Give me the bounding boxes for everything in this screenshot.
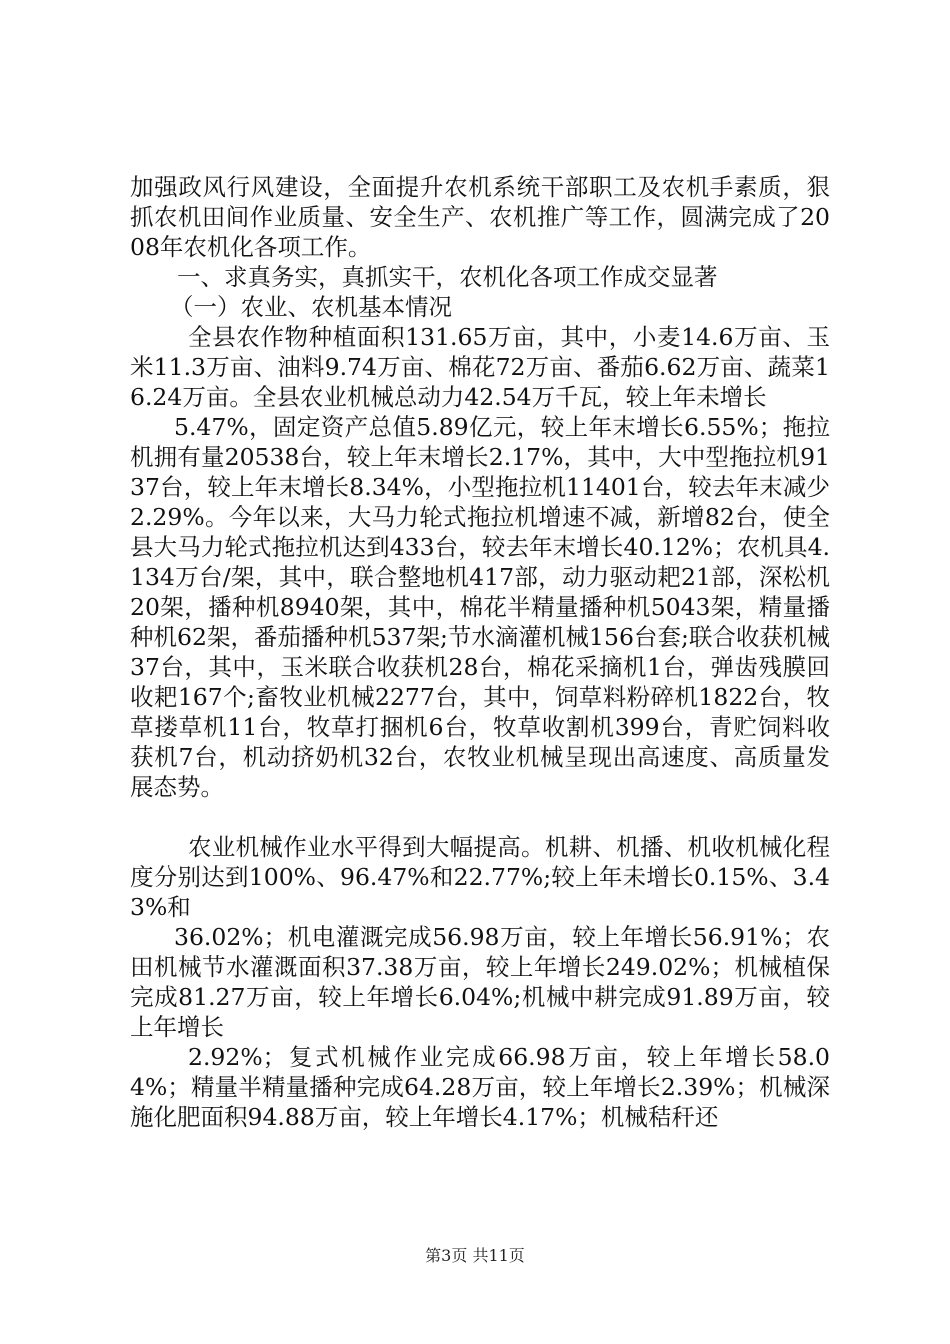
paragraph-gap <box>130 802 830 832</box>
paragraph-operations: 农业机械作业水平得到大幅提高。机耕、机播、机收机械化程度分别达到100%、96.47%和22.77%;较上年未增长0.15%、3.43%和 <box>130 833 830 921</box>
paragraph-irrigation: 36.02%；机电灌溉完成56.98万亩，较上年增长56.91%；农田机械节水灌溉面积37.38万亩，较上年增长249.02%；机械植保完成81.27万亩，较上年增长6.04%;机械中耕完成91.89万亩，较上年增长 <box>130 923 830 1041</box>
document-body <box>130 172 830 1132</box>
paragraph-machinery: 5.47%，固定资产总值5.89亿元，较上年末增长6.55%；拖拉机拥有量20538台，较上年末增长2.17%，其中，大中型拖拉机9137台，较上年末增长8.34%，小型拖拉机11401台，较去年末减少2.29%。今年以来，大马力轮式拖拉机增速不减，新增82台，使全县大马力轮式拖拉机达到433台，较去年末增长40.12%；农机具4.134万台/架，其中，联合整地机417部，动力驱动耙21部，深松机20架，播种机8940架，其中，棉花半精量播种机5043架，精量播种机62架，番茄播种机537架;节水滴灌机械156台套;联合收获机械37台，其中，玉米联合收获机28台，棉花采摘机1台，弹齿残膜回收耙167个;畜牧业机械2277台，其中，饲草料粉碎机1822台，牧草搂草机11台，牧草打捆机6台，牧草收割机399台，青贮饲料收获机7台，机动挤奶机32台，农牧业机械呈现出高速度、高质量发展态势。 <box>130 413 830 801</box>
page-number: 第3页 共11页 <box>425 1246 525 1265</box>
paragraph-crops: 全县农作物种植面积131.65万亩，其中，小麦14.6万亩、玉米11.3万亩、油料9.74万亩、棉花72万亩、番茄6.62万亩、蔬菜16.24万亩。全县农业机械总动力42.54万千瓦，较上年未增长 <box>130 323 830 411</box>
paragraph-compound: 2.92%；复式机械作业完成66.98万亩，较上年增长58.04%；精量半精量播种完成64.28万亩，较上年增长2.39%；机械深施化肥面积94.88万亩，较上年增长4.17%；机械秸秆还 <box>130 1043 830 1131</box>
section-heading: 一、求真务实，真抓实干，农机化各项工作成交显著 <box>177 263 718 291</box>
subsection-heading: （一）农业、农机基本情况 <box>170 293 452 321</box>
paragraph-intro: 加强政风行风建设，全面提升农机系统干部职工及农机手素质，狠抓农机田间作业质量、安全生产、农机推广等工作，圆满完成了2008年农机化各项工作。 <box>130 173 830 261</box>
